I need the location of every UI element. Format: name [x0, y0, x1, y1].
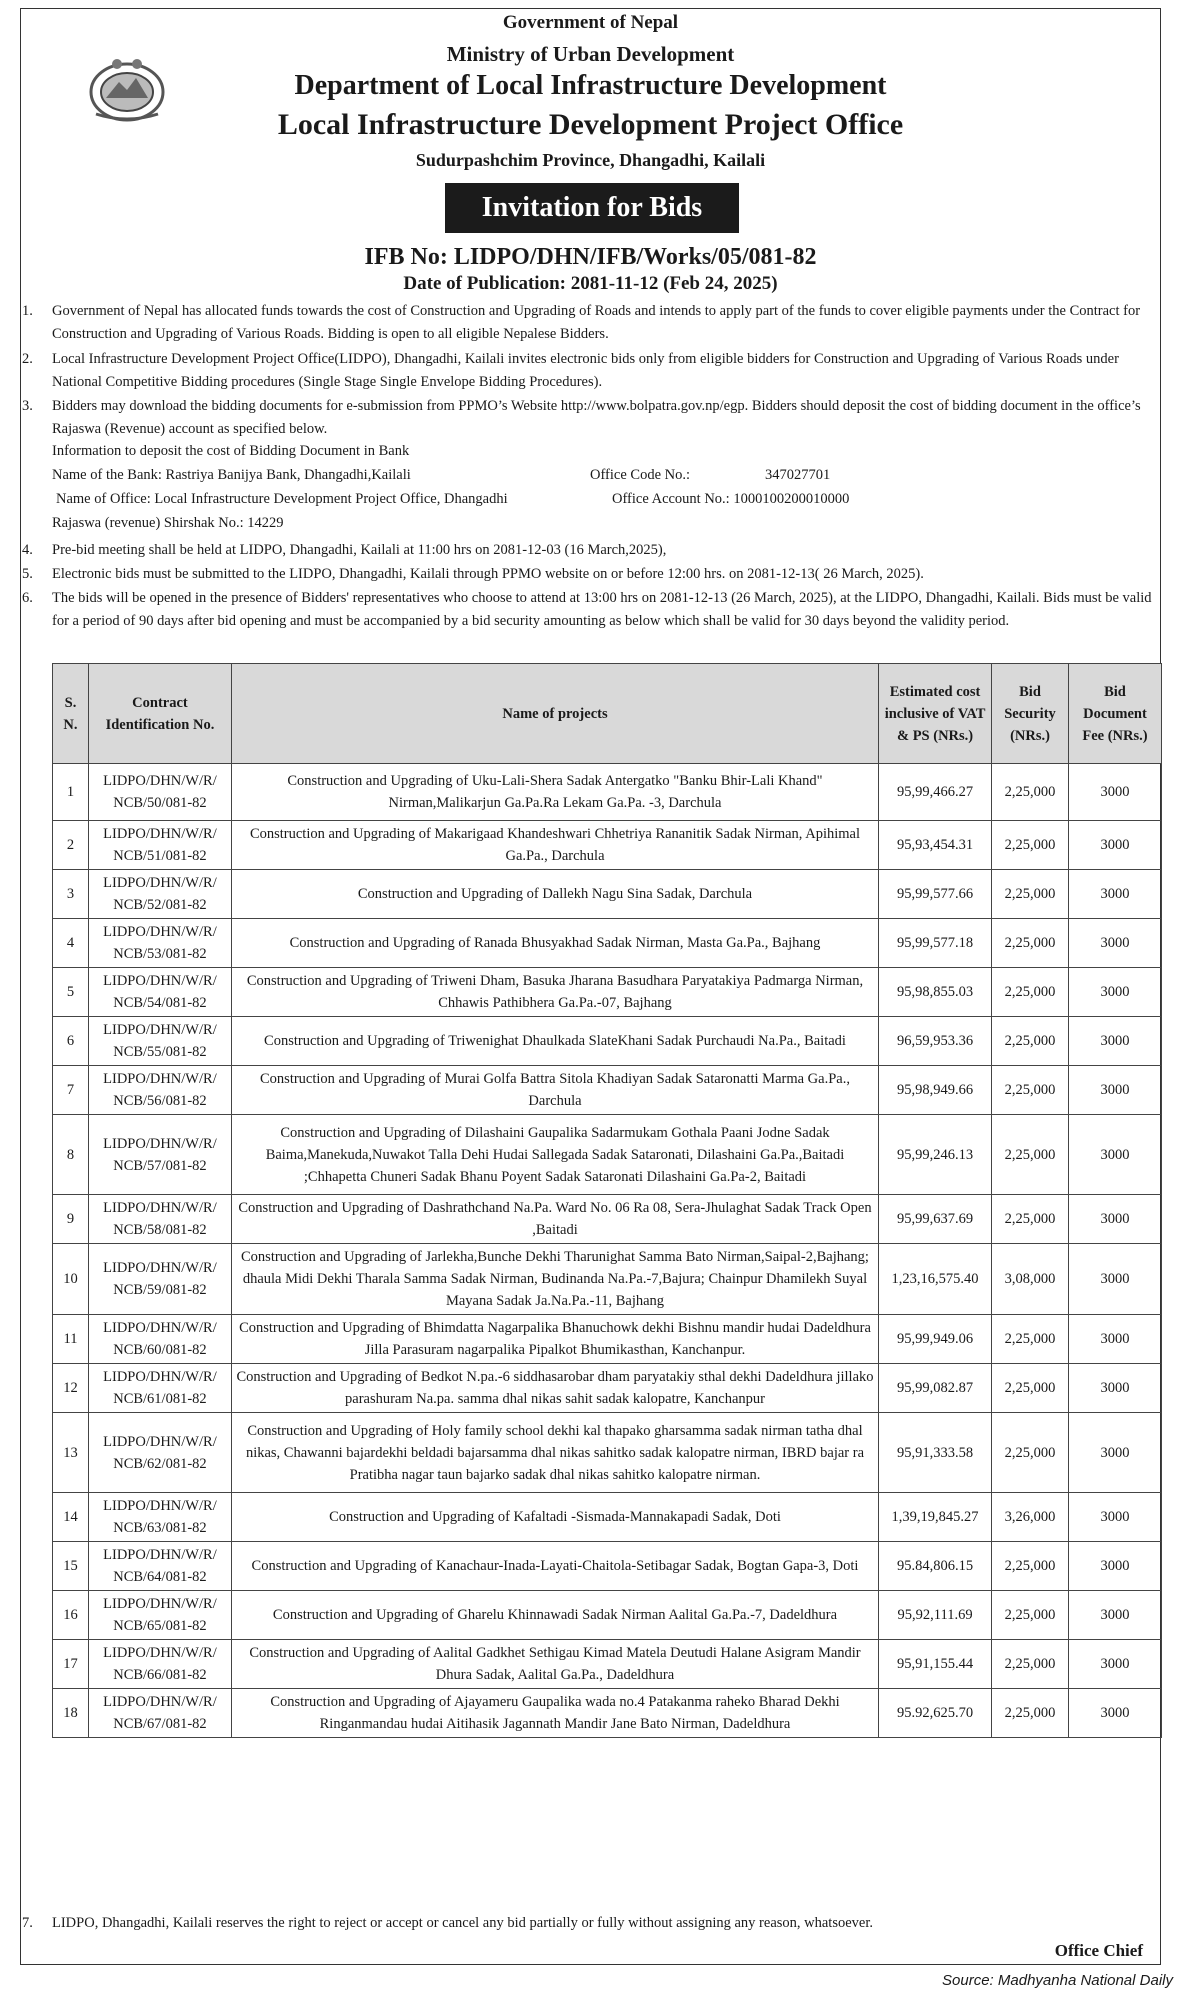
table-row: [53, 1315, 1162, 1364]
row-bid-security: 2,25,000: [992, 1591, 1069, 1640]
header-department: Department of Local Infrastructure Development: [294, 70, 887, 101]
row-contract-id: LIDPO/DHN/W/R/ NCB/66/081-82: [88, 1640, 231, 1689]
row-document-fee: 3000: [1069, 1244, 1162, 1315]
row-sn: 14: [53, 1493, 89, 1542]
row-sn: 9: [53, 1195, 89, 1244]
row-bid-security: 2,25,000: [992, 764, 1069, 821]
row-document-fee: 3000: [1069, 1493, 1162, 1542]
row-sn: 1: [53, 764, 89, 821]
row-sn: 4: [53, 919, 89, 968]
clause-number: 7.: [22, 1915, 33, 1931]
clause-text: Bidders may download the bidding documents for e-submission from PPMO’s Website http://www.bolpatra.gov.np/egp. Bidders should deposit the cost of bidding document in the office’s Rajaswa (Revenue) account as specified below.: [52, 398, 1141, 437]
row-sn: 5: [53, 968, 89, 1017]
table-row: [53, 919, 1162, 968]
row-sn: 13: [53, 1413, 89, 1493]
row-contract-id: LIDPO/DHN/W/R/ NCB/63/081-82: [88, 1493, 231, 1542]
row-estimated-cost: 95,99,082.87: [879, 1364, 992, 1413]
row-estimated-cost: 95,98,855.03: [879, 968, 992, 1017]
row-estimated-cost: 95,92,111.69: [879, 1591, 992, 1640]
row-sn: 8: [53, 1115, 89, 1195]
table-row: [53, 764, 1162, 821]
row-contract-id: LIDPO/DHN/W/R/ NCB/64/081-82: [88, 1542, 231, 1591]
row-bid-security: 2,25,000: [992, 821, 1069, 870]
row-project-name: Construction and Upgrading of Aalital Gadkhet Sethigau Kimad Matela Deutudi Halane Asigram Mandir Dhura Sadak, Aalital Ga.Pa., Dadeldhura: [231, 1640, 878, 1689]
row-project-name: Construction and Upgrading of Kafaltadi -Sismada-Mannakapadi Sadak, Doti: [231, 1493, 878, 1542]
row-contract-id: LIDPO/DHN/W/R/ NCB/61/081-82: [88, 1364, 231, 1413]
row-sn: 6: [53, 1017, 89, 1066]
row-estimated-cost: 95,91,333.58: [879, 1413, 992, 1493]
table-row: [53, 968, 1162, 1017]
row-sn: 16: [53, 1591, 89, 1640]
clause-text: Pre-bid meeting shall be held at LIDPO, Dhangadhi, Kailali at 11:00 hrs on 2081-12-03 (16 March,2025),: [52, 542, 667, 558]
rajaswa-shirshak: Rajaswa (revenue) Shirshak No.: 14229: [52, 515, 284, 531]
row-estimated-cost: 95,99,246.13: [879, 1115, 992, 1195]
table-row: [53, 1066, 1162, 1115]
header-sn: S. N.: [53, 664, 89, 764]
publication-date: Date of Publication: 2081-11-12 (Feb 24, 2025): [403, 273, 778, 294]
header-bid-security: Bid Security (NRs.): [992, 664, 1069, 764]
row-document-fee: 3000: [1069, 919, 1162, 968]
row-sn: 3: [53, 870, 89, 919]
row-estimated-cost: 95,99,577.66: [879, 870, 992, 919]
row-estimated-cost: 95,99,637.69: [879, 1195, 992, 1244]
row-estimated-cost: 95,99,466.27: [879, 764, 992, 821]
row-sn: 12: [53, 1364, 89, 1413]
row-document-fee: 3000: [1069, 1066, 1162, 1115]
header-location: Sudurpashchim Province, Dhangadhi, Kailali: [415, 150, 766, 170]
row-bid-security: 2,25,000: [992, 1689, 1069, 1738]
row-bid-security: 2,25,000: [992, 1066, 1069, 1115]
ifb-number: IFB No: LIDPO/DHN/IFB/Works/05/081-82: [364, 244, 817, 270]
source-credit: Source: Madhyanha National Daily: [942, 1972, 1173, 1989]
table-row: [53, 1413, 1162, 1493]
clause-6: [22, 587, 1164, 633]
clause-number: 2.: [22, 351, 33, 367]
row-bid-security: 2,25,000: [992, 1017, 1069, 1066]
row-project-name: Construction and Upgrading of Bedkot N.pa.-6 siddhasarobar dham paryatakiy sthal dekhi Dadeldhura jillako parashuram Na.pa. samma dhal nikas sahit sadak kalopatre, Kanchanpur: [231, 1364, 878, 1413]
row-project-name: Construction and Upgrading of Murai Golfa Battra Sitola Khadiyan Sadak Sataronatti Marma Ga.Pa., Darchula: [231, 1066, 878, 1115]
table-row: [53, 1689, 1162, 1738]
row-contract-id: LIDPO/DHN/W/R/ NCB/53/081-82: [88, 919, 231, 968]
row-bid-security: 3,26,000: [992, 1493, 1069, 1542]
row-document-fee: 3000: [1069, 1542, 1162, 1591]
row-bid-security: 2,25,000: [992, 968, 1069, 1017]
row-document-fee: 3000: [1069, 1364, 1162, 1413]
clause-number: 6.: [22, 590, 33, 606]
clause-text: LIDPO, Dhangadhi, Kailali reserves the right to reject or accept or cancel any bid partially or fully without assigning any reason, whatsoever.: [52, 1915, 874, 1931]
row-project-name: Construction and Upgrading of Dashrathchand Na.Pa. Ward No. 06 Ra 08, Sera-Jhulaghat Sadak Track Open ,Baitadi: [231, 1195, 878, 1244]
row-estimated-cost: 95,99,949.06: [879, 1315, 992, 1364]
row-estimated-cost: 95,99,577.18: [879, 919, 992, 968]
row-project-name: Construction and Upgrading of Gharelu Khinnawadi Sadak Nirman Aalital Ga.Pa.-7, Dadeldhura: [231, 1591, 878, 1640]
row-estimated-cost: 95,91,155.44: [879, 1640, 992, 1689]
row-bid-security: 2,25,000: [992, 1315, 1069, 1364]
table-row: [53, 1640, 1162, 1689]
row-project-name: Construction and Upgrading of Kanachaur-Inada-Layati-Chaitola-Setibagar Sadak, Bogtan Gapa-3, Doti: [231, 1542, 878, 1591]
row-contract-id: LIDPO/DHN/W/R/ NCB/67/081-82: [88, 1689, 231, 1738]
row-estimated-cost: 1,23,16,575.40: [879, 1244, 992, 1315]
row-bid-security: 2,25,000: [992, 1115, 1069, 1195]
header-estimated-cost: Estimated cost inclusive of VAT & PS (NRs.): [879, 664, 992, 764]
row-contract-id: LIDPO/DHN/W/R/ NCB/65/081-82: [88, 1591, 231, 1640]
row-document-fee: 3000: [1069, 1591, 1162, 1640]
header-government: Government of Nepal: [502, 12, 679, 33]
clause-number: 4.: [22, 542, 33, 558]
row-project-name: Construction and Upgrading of Makarigaad Khandeshwari Chhetriya Rananitik Sadak Nirman, Apihimal Ga.Pa., Darchula: [231, 821, 878, 870]
row-sn: 2: [53, 821, 89, 870]
row-sn: 15: [53, 1542, 89, 1591]
header-document-fee: Bid Document Fee (NRs.): [1069, 664, 1162, 764]
row-contract-id: LIDPO/DHN/W/R/ NCB/50/081-82: [88, 764, 231, 821]
row-sn: 17: [53, 1640, 89, 1689]
row-project-name: Construction and Upgrading of Bhimdatta Nagarpalika Bhanuchowk dekhi Bishnu mandir hudai Dadeldhura Jilla Parasuram nagarpalika Pipalkot Bhumikasthan, Kanchanpur.: [231, 1315, 878, 1364]
clause-number: 1.: [22, 303, 33, 319]
row-bid-security: 2,25,000: [992, 870, 1069, 919]
table-row: [53, 821, 1162, 870]
table-row: [53, 1195, 1162, 1244]
row-document-fee: 3000: [1069, 1315, 1162, 1364]
office-chief-signature: Office Chief: [1054, 1941, 1143, 1960]
bids-table: [52, 663, 1162, 1738]
row-document-fee: 3000: [1069, 821, 1162, 870]
office-code-label: Office Code No.:: [590, 467, 690, 483]
clause-1: [22, 300, 1164, 346]
office-code: 347027701: [765, 467, 831, 483]
clause-2: [22, 348, 1164, 394]
row-project-name: Construction and Upgrading of Dallekh Nagu Sina Sadak, Darchula: [231, 870, 878, 919]
header-ministry: Ministry of Urban Development: [446, 42, 735, 66]
header-project-name: Name of projects: [231, 664, 878, 764]
row-project-name: Construction and Upgrading of Triwenighat Dhaulkada SlateKhani Sadak Purchaudi Na.Pa., Baitadi: [231, 1017, 878, 1066]
row-document-fee: 3000: [1069, 870, 1162, 919]
clause-4: [22, 539, 1164, 562]
invitation-banner: Invitation for Bids: [445, 183, 739, 233]
row-bid-security: 2,25,000: [992, 919, 1069, 968]
row-contract-id: LIDPO/DHN/W/R/ NCB/57/081-82: [88, 1115, 231, 1195]
row-estimated-cost: 95,98,949.66: [879, 1066, 992, 1115]
row-contract-id: LIDPO/DHN/W/R/ NCB/52/081-82: [88, 870, 231, 919]
header-contract-id: Contract Identification No.: [88, 664, 231, 764]
table-header-row: [53, 664, 1162, 764]
row-contract-id: LIDPO/DHN/W/R/ NCB/58/081-82: [88, 1195, 231, 1244]
row-sn: 7: [53, 1066, 89, 1115]
table-row: [53, 1493, 1162, 1542]
row-document-fee: 3000: [1069, 968, 1162, 1017]
row-bid-security: 2,25,000: [992, 1413, 1069, 1493]
row-estimated-cost: 95.84,806.15: [879, 1542, 992, 1591]
row-project-name: Construction and Upgrading of Jarlekha,Bunche Dekhi Tharunighat Samma Bato Nirman,Saipal-2,Bajhang; dhaula Midi Dekhi Tharala Samma Sadak Nirman, Budinanda Na.Pa.-7,Bajura; Chainpur Dhamilekh Suyal Mayana Sadak Ja.Na.Pa.-11, Bajhang: [231, 1244, 878, 1315]
row-project-name: Construction and Upgrading of Ranada Bhusyakhad Sadak Nirman, Masta Ga.Pa., Bajhang: [231, 919, 878, 968]
row-estimated-cost: 96,59,953.36: [879, 1017, 992, 1066]
table-row: [53, 1364, 1162, 1413]
table-row: [53, 870, 1162, 919]
row-bid-security: 2,25,000: [992, 1195, 1069, 1244]
row-bid-security: 2,25,000: [992, 1364, 1069, 1413]
row-document-fee: 3000: [1069, 1413, 1162, 1493]
row-project-name: Construction and Upgrading of Holy family school dekhi kal thapako gharsamma sadak nirman tatha dhal nikas, Chawanni bajardekhi beldadi bajarsamma dhal nikas sahitko sadak kalopatre nirman, IBRD bajar ra Pratibha nagar taun bajarko sadak dhal nikas sahitko kalopatre nirman.: [231, 1413, 878, 1493]
office-name: Name of Office: Local Infrastructure Development Project Office, Dhangadhi: [56, 491, 508, 507]
row-bid-security: 2,25,000: [992, 1542, 1069, 1591]
header-office: Local Infrastructure Development Project Office: [277, 108, 904, 141]
office-account: Office Account No.: 1000100200010000: [612, 491, 850, 507]
row-bid-security: 2,25,000: [992, 1640, 1069, 1689]
row-estimated-cost: 95,93,454.31: [879, 821, 992, 870]
row-estimated-cost: 95.92,625.70: [879, 1689, 992, 1738]
clause-7: [22, 1915, 874, 1932]
clause-text: The bids will be opened in the presence of Bidders' representatives who choose to attend at 13:00 hrs on 2081-12-13 (26 March, 2025), at the LIDPO, Dhangadhi, Kailali. Bids must be valid for a period of 90 days after bid opening and must be accompanied by a bid security amounting as below which shall be valid for 30 days beyond the validity period.: [52, 590, 1152, 629]
clause-number: 3.: [22, 398, 33, 414]
clause-text: Electronic bids must be submitted to the LIDPO, Dhangadhi, Kailali through PPMO website on or before 12:00 hrs. on 2081-12-13( 26 March, 2025).: [52, 566, 924, 582]
clause-number: 5.: [22, 566, 33, 582]
table-row: [53, 1591, 1162, 1640]
row-contract-id: LIDPO/DHN/W/R/ NCB/54/081-82: [88, 968, 231, 1017]
clause-3: [22, 395, 1164, 441]
row-document-fee: 3000: [1069, 1689, 1162, 1738]
clause-5: [22, 563, 1164, 586]
row-document-fee: 3000: [1069, 764, 1162, 821]
row-document-fee: 3000: [1069, 1017, 1162, 1066]
row-document-fee: 3000: [1069, 1640, 1162, 1689]
row-contract-id: LIDPO/DHN/W/R/ NCB/59/081-82: [88, 1244, 231, 1315]
table-row: [53, 1244, 1162, 1315]
row-project-name: Construction and Upgrading of Ajayameru Gaupalika wada no.4 Patakanma raheko Bharad Dekhi Ringanmandau hudai Aitihasik Jagannath Mandir Jane Bato Nirman, Dadeldhura: [231, 1689, 878, 1738]
row-contract-id: LIDPO/DHN/W/R/ NCB/62/081-82: [88, 1413, 231, 1493]
row-project-name: Construction and Upgrading of Dilashaini Gaupalika Sadarmukam Gothala Paani Jodne Sadak Baima,Manekuda,Nuwakot Talla Dehi Hudai Sallegada Sadak Sataronati, Dilashaini Ga.Pa.,Baitadi ;Chhapetta Chuneri Sadak Bhanu Poyent Sadak Sataronati Dilashaini Ga.Pa-2, Baitadi: [231, 1115, 878, 1195]
row-sn: 10: [53, 1244, 89, 1315]
row-contract-id: LIDPO/DHN/W/R/ NCB/55/081-82: [88, 1017, 231, 1066]
row-sn: 18: [53, 1689, 89, 1738]
clause-text: Local Infrastructure Development Project Office(LIDPO), Dhangadhi, Kailali invites electronic bids only from eligible bidders for Construction and Upgrading of Various Roads under National Competitive Bidding procedures (Single Stage Single Envelope Bidding Procedures).: [52, 351, 1119, 390]
bank-name: Name of the Bank: Rastriya Banijya Bank, Dhangadhi,Kailali: [52, 467, 411, 483]
row-document-fee: 3000: [1069, 1195, 1162, 1244]
table-row: [53, 1542, 1162, 1591]
table-row: [53, 1017, 1162, 1066]
row-contract-id: LIDPO/DHN/W/R/ NCB/51/081-82: [88, 821, 231, 870]
table-row: [53, 1115, 1162, 1195]
row-project-name: Construction and Upgrading of Triweni Dham, Basuka Jharana Basudhara Paryatakiya Padmarga Nirman, Chhawis Pathibhera Ga.Pa.-07, Bajhang: [231, 968, 878, 1017]
row-contract-id: LIDPO/DHN/W/R/ NCB/56/081-82: [88, 1066, 231, 1115]
row-document-fee: 3000: [1069, 1115, 1162, 1195]
row-contract-id: LIDPO/DHN/W/R/ NCB/60/081-82: [88, 1315, 231, 1364]
row-bid-security: 3,08,000: [992, 1244, 1069, 1315]
row-sn: 11: [53, 1315, 89, 1364]
clause-text: Government of Nepal has allocated funds towards the cost of Construction and Upgrading of Roads and intends to apply part of the funds to cover eligible payments under the Contract for Construction and Upgrading of Various Roads. Bidding is open to all eligible Nepalese Bidders.: [52, 303, 1141, 342]
row-project-name: Construction and Upgrading of Uku-Lali-Shera Sadak Antergatko "Banku Bhir-Lali Khand" Nirman,Malikarjun Ga.Pa.Ra Lekam Ga.Pa. -3, Darchula: [231, 764, 878, 821]
bank-info: Information to deposit the cost of Bidding Document in Bank: [52, 443, 410, 459]
row-estimated-cost: 1,39,19,845.27: [879, 1493, 992, 1542]
